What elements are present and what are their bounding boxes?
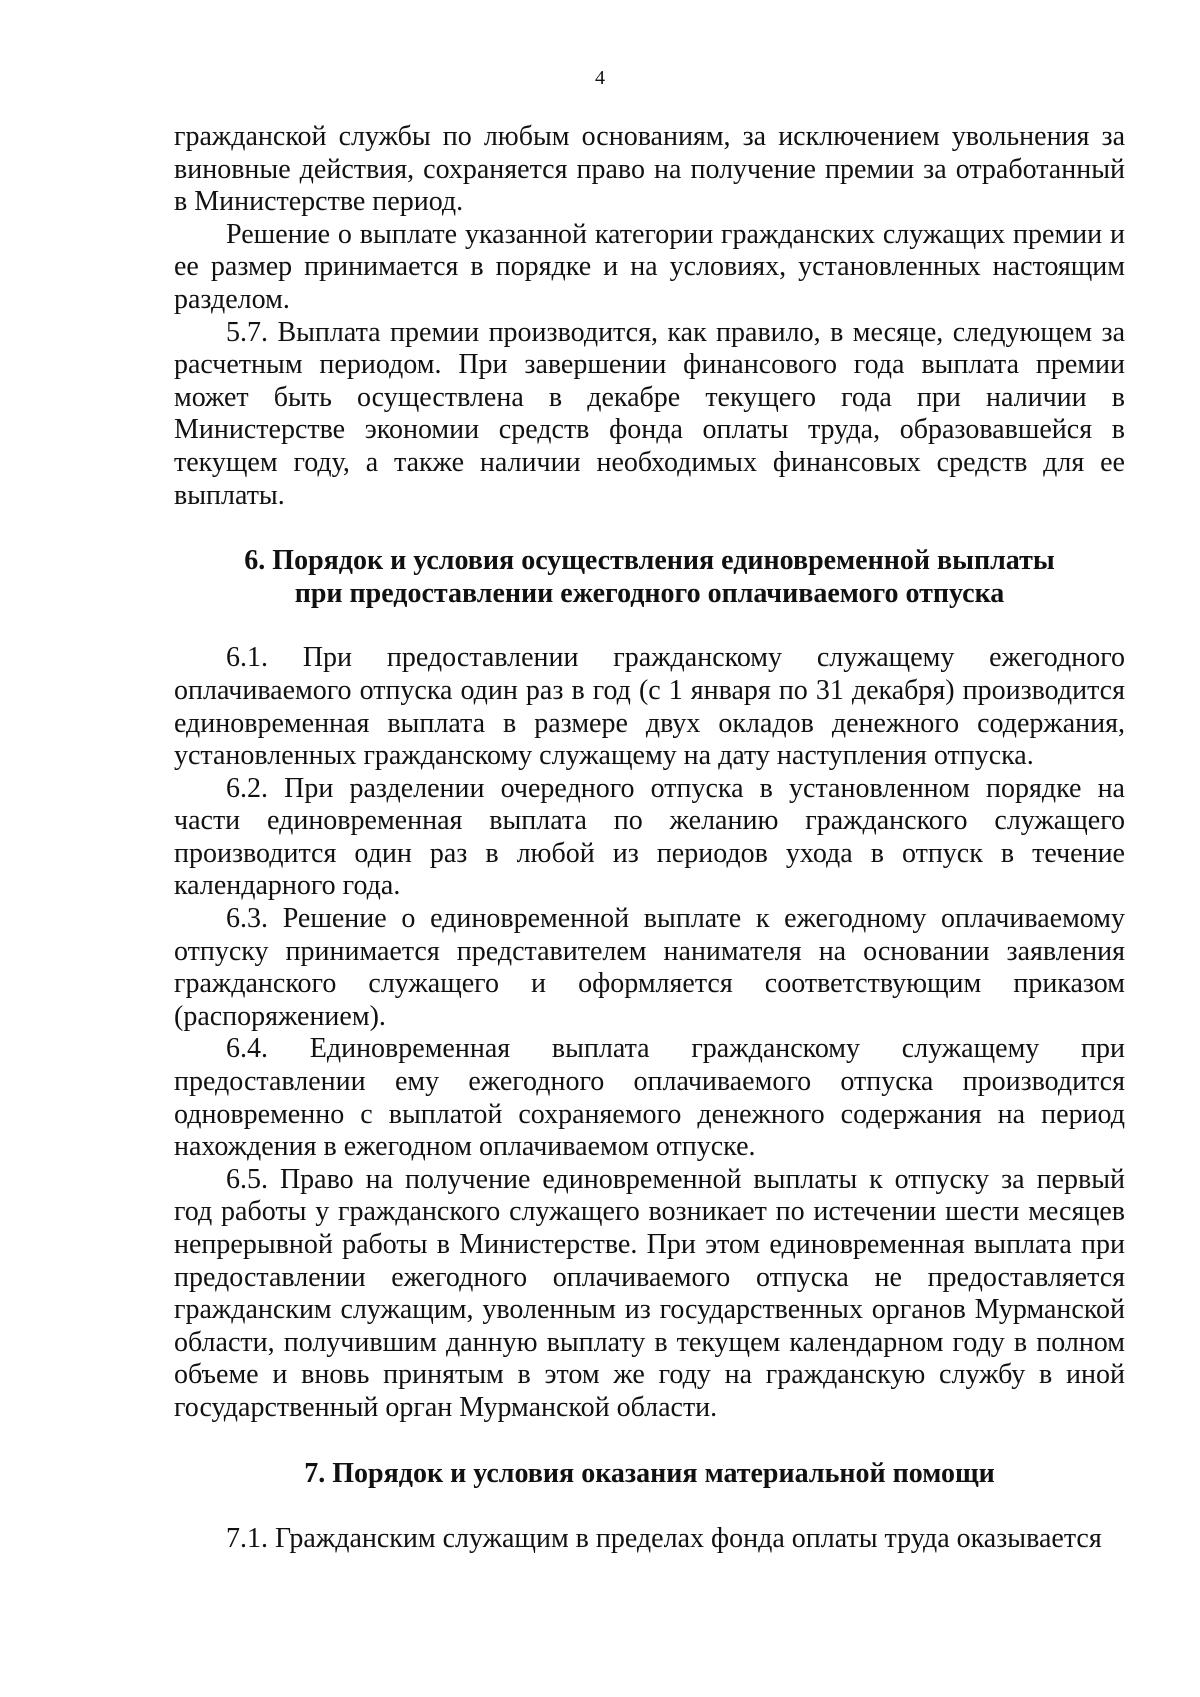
paragraph-5-7: 5.7. Выплата премии производится, как правило, в месяце, следующем за расчетным периодом. При завершении финансового года выплата премии может быть осуществлена в декабре текущего года при наличии в Министерстве экономии средств фонда оплаты труда, образовавшейся в текущем году, а также наличии необходимых финансовых средств для ее выплаты.	[174, 316, 1125, 511]
paragraph-continuation: гражданской службы по любым основаниям, за исключением увольнения за виновные действия, сохраняется право на получение премии за отработанный в Министерстве период.	[174, 121, 1125, 218]
section-6-heading-line-1: 6. Порядок и условия осуществления единовременной выплаты	[244, 545, 1055, 577]
section-6-heading	[174, 545, 1125, 610]
page-number: 4	[595, 67, 605, 89]
document-body	[174, 121, 1125, 1556]
paragraph-6-5: 6.5. Право на получение единовременной выплаты к отпуску за первый год работы у гражданского служащего возникает по истечении шести месяцев непрерывной работы в Министерстве. При этом единовременная выплата при предоставлении ежегодного оплачиваемого отпуска не предоставляется гражданским служащим, уволенным из государственных органов Мурманской области, получившим данную выплату в текущем календарном году в полном объеме и вновь принятым в этом же году на гражданскую службу в иной государственный орган Мурманской области.	[174, 1163, 1125, 1423]
section-7-heading: 7. Порядок и условия оказания материальной помощи	[304, 1457, 995, 1489]
paragraph-7-1: 7.1. Гражданским служащим в пределах фонда оплаты труда оказывается	[226, 1523, 1102, 1555]
paragraph-premium-decision: Решение о выплате указанной категории гражданских служащих премии и ее размер принимается в порядке и на условиях, установленных настоящим разделом.	[174, 218, 1125, 315]
paragraph-6-4: 6.4. Единовременная выплата гражданскому служащему при предоставлении ему ежегодного оплачиваемого отпуска производится одновременно с выплатой сохраняемого денежного содержания на период нахождения в ежегодном оплачиваемом отпуске.	[174, 1033, 1125, 1163]
paragraph-6-1: 6.1. При предоставлении гражданскому служащему ежегодного оплачиваемого отпуска один раз в год (с 1 января по 31 декабря) производится единовременная выплата в размере двух окладов денежного содержания, установленных гражданскому служащему на дату наступления отпуска.	[174, 642, 1125, 772]
section-6-heading-line-2: при предоставлении ежегодного оплачиваемого отпуска	[294, 577, 1005, 609]
paragraph-6-3: 6.3. Решение о единовременной выплате к ежегодному оплачиваемому отпуску принимается представителем нанимателя на основании заявления гражданского служащего и оформляется соответствующим приказом (распоряжением).	[174, 903, 1125, 1032]
paragraph-6-2: 6.2. При разделении очередного отпуска в установленном порядке на части единовременная выплата по желанию гражданского служащего производится один раз в любой из периодов ухода в отпуск в течение календарного года.	[174, 772, 1125, 902]
